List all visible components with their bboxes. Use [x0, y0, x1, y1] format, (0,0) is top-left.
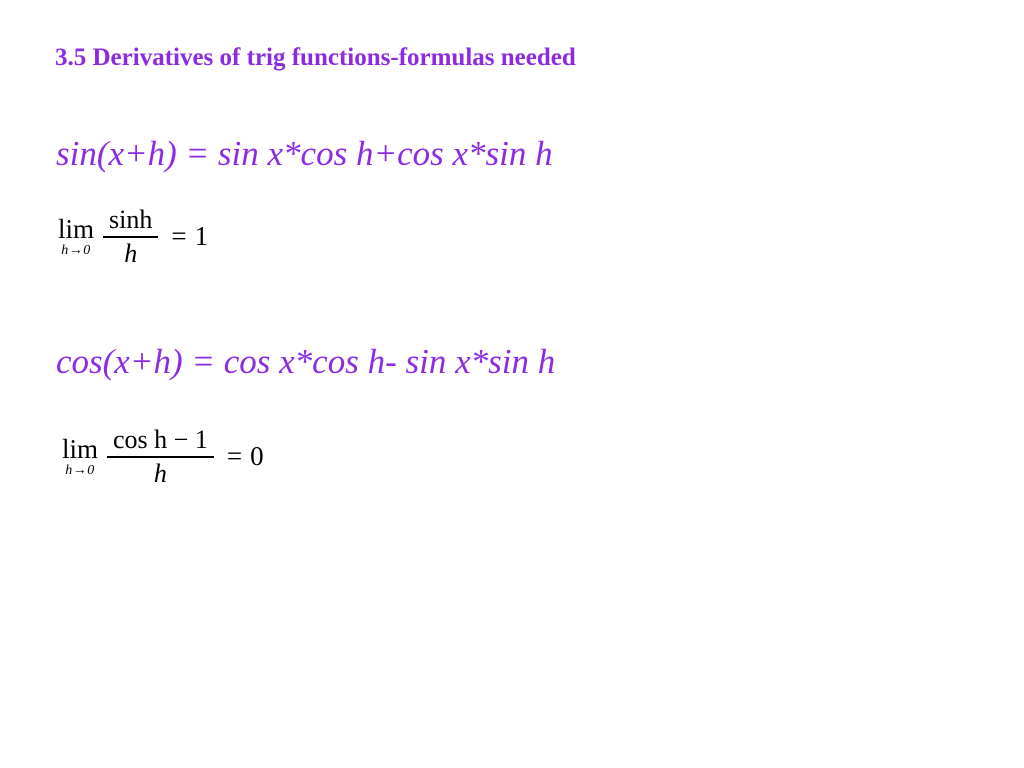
sine-sum-formula: sin(x+h) = sin x*cos h+cos x*sin h	[56, 134, 553, 173]
limit-operator-label: lim	[62, 433, 99, 464]
sine-limit-expression	[58, 205, 208, 269]
cosine-sum-formula: cos(x+h) = cos x*cos h- sin x*sin h	[56, 342, 556, 381]
cosine-limit-value: 0	[250, 441, 264, 472]
fraction-denominator: h	[124, 238, 138, 268]
fraction-numerator: sinh	[109, 205, 153, 234]
limit-operator-label: lim	[58, 213, 95, 244]
fraction-denominator: h	[153, 458, 167, 488]
fraction-numerator: cos h − 1	[113, 425, 208, 454]
sine-limit-operator	[58, 213, 95, 258]
sine-limit-fraction	[103, 205, 158, 269]
sine-limit-value: 1	[194, 221, 209, 252]
cosine-limit-operator	[62, 433, 99, 478]
cosine-limit-equals-sign: =	[226, 441, 243, 472]
limit-subscript: h→0	[65, 462, 95, 478]
sine-limit-equals-sign: =	[171, 221, 187, 252]
page-title: 3.5 Derivatives of trig functions-formulas needed	[55, 44, 576, 71]
cosine-limit-fraction	[107, 425, 214, 489]
cosine-limit-expression	[62, 425, 264, 489]
limit-subscript: h→0	[61, 242, 91, 258]
